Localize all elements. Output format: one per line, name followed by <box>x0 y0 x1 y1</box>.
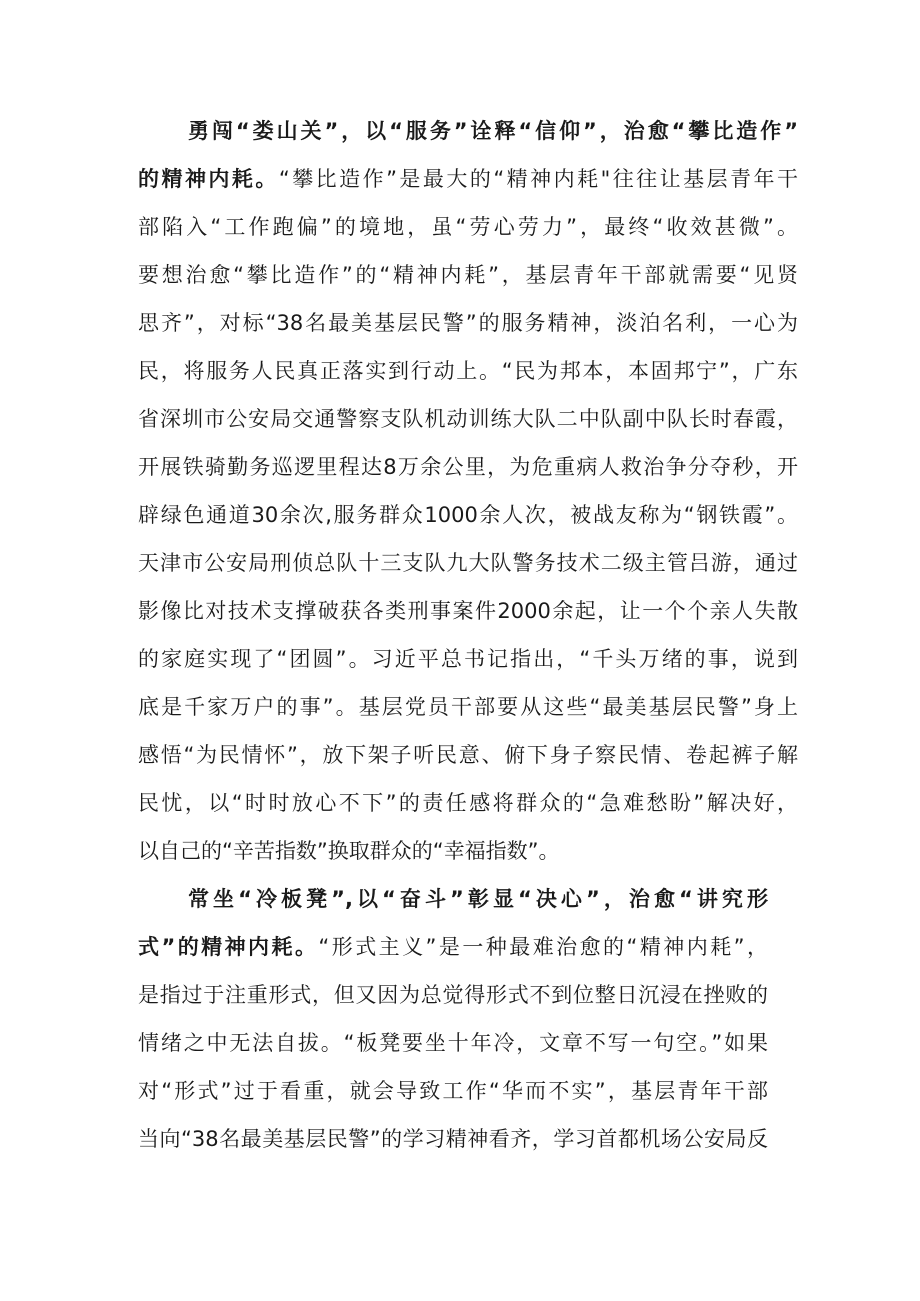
paragraph-1-heading: 勇闯“娄山关”，以“服务”诠释“信仰”，治愈“攀比造作” <box>188 119 798 143</box>
paragraph-1-line: 要想治愈“攀比造作”的“精神内耗”，基层青年干部就需要“见贤 <box>138 263 798 287</box>
paragraph-2-heading: 常坐“冷板凳”,以“奋斗”彰显“决心”，治愈“讲究形 <box>188 887 768 911</box>
paragraph-1-line-1 <box>138 164 798 194</box>
paragraph-2-line: 对“形式”过于看重，就会导致工作“华而不实”，基层青年干部 <box>138 1079 768 1103</box>
paragraph-2-line: 情绪之中无法自拔。“板凳要坐十年冷，文章不写一句空。”如果 <box>138 1031 768 1055</box>
paragraph-1-line: 辟绿色通道30余次,服务群众1000余人次，被战友称为“钢铁霞”。 <box>138 503 798 527</box>
paragraph-1-line: 开展铁骑勤务巡逻里程达8万余公里，为危重病人救治争分夺秒，开 <box>138 455 798 479</box>
paragraph-1-line: 思齐”，对标“38名最美基层民警”的服务精神，淡泊名利，一心为 <box>138 311 798 335</box>
paragraph-1-text: “攀比造作”是最大的“精神内耗"往往让基层青年干 <box>278 167 799 191</box>
paragraph-1-line: 底是千家万户的事”。基层党员干部要从这些“最美基层民警”身上 <box>138 695 798 719</box>
paragraph-1-heading-tail: 的精神内耗。 <box>138 167 279 191</box>
paragraph-1-line: 民，将服务人民真正落实到行动上。“民为邦本，本固邦宁”，广东 <box>138 359 798 383</box>
paragraph-2-heading-tail: 式”的精神内耗。 <box>138 935 319 959</box>
paragraph-2-line: 当向“38名最美基层民警”的学习精神看齐，学习首都机场公安局反 <box>138 1127 768 1151</box>
paragraph-1-line: 省深圳市公安局交通警察支队机动训练大队二中队副中队长时春霞， <box>138 407 798 431</box>
paragraph-1-line: 民忧，以“时时放心不下”的责任感将群众的“急难愁盼”解决好， <box>138 791 798 815</box>
paragraph-2-text: “形式主义”是一种最难治愈的“精神内耗”， <box>318 935 768 959</box>
paragraph-1-line: 影像比对技术支撑破获各类刑事案件2000余起，让一个个亲人失散 <box>138 599 798 623</box>
paragraph-1-line: 天津市公安局刑侦总队十三支队九大队警务技术二级主管吕游，通过 <box>138 551 798 575</box>
paragraph-1-line: 的家庭实现了“团圆”。习近平总书记指出，“千头万绪的事，说到 <box>138 647 798 671</box>
paragraph-1-line: 部陷入“工作跑偏”的境地，虽“劳心劳力”，最终“收效甚微”。 <box>138 215 798 239</box>
paragraph-1-line: 感悟“为民情怀”，放下架子听民意、俯下身子察民情、卷起裤子解 <box>138 743 798 767</box>
paragraph-2-line-1 <box>138 932 768 962</box>
paragraph-1-line: 以自己的“辛苦指数”换取群众的“幸福指数”。 <box>138 839 560 863</box>
paragraph-2-line: 是指过于注重形式，但又因为总觉得形式不到位整日沉浸在挫败的 <box>138 983 768 1007</box>
